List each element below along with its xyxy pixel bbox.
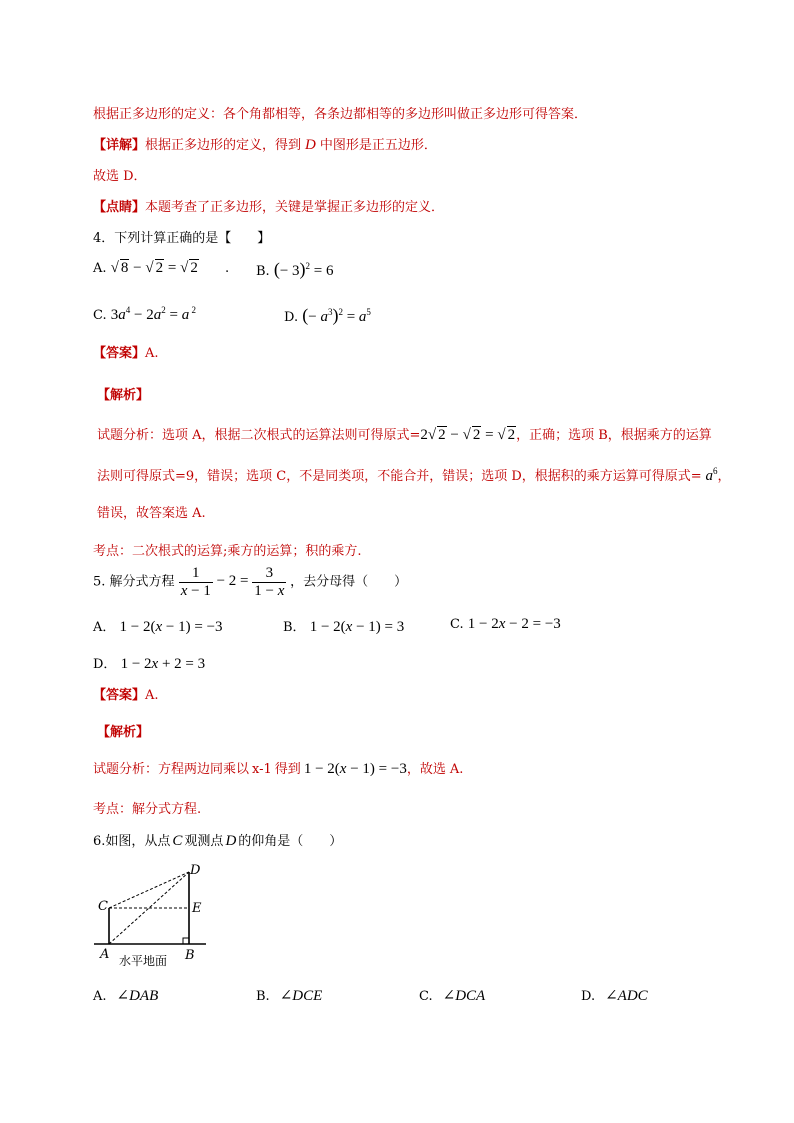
q3-comment: 【点睛】本题考查了正多边形，关键是掌握正多边形的定义． (93, 200, 445, 215)
q4-analysis-line2: 法则可得原式=9，错误；选项 C，不是同类项，不能合并，错误；选项 D，根据积的乘方运算可得原式= $a^6$， (97, 466, 731, 484)
q4-option-a-expr: √ 8 − √ 2 = √ 2 (110, 260, 198, 276)
q4-answer: 【答案】A. (93, 346, 159, 361)
q3-detail: 【详解】根据正多边形的定义，得到 D 中图形是正五边形． (93, 137, 437, 153)
q4-option-c-expr: $3a^4 - 2a^2 = a$ $^2$ (110, 305, 196, 323)
q4-option-a: A. √ 8 − √ 2 = √ 2 . (93, 260, 230, 276)
q5-equation: $\frac{1}{x - 1}$ − 2 = $\frac{3}{1 - x}$ (180, 565, 285, 599)
q5-stem: 5. 解分式方程 $\frac{1}{x - 1}$ − 2 = $\frac{3}{1 - x}$ ，去分母得（ ） (93, 565, 408, 599)
q4-option-b: B. (− 3)$^2$ = 6 (256, 259, 334, 279)
label-e: E (192, 901, 202, 916)
q6-option-b: B. ∠DCE (256, 988, 323, 1004)
q5-option-c: C. 1 − 2x − 2 = −3 (450, 616, 561, 632)
q5-option-d: D． 1 − 2x + 2 = 3 (93, 656, 206, 672)
elevation-angle-figure (88, 860, 218, 970)
segment-cd (109, 872, 189, 908)
q4-option-d: D. (− $a^3)^2 = a^5$ (284, 305, 371, 325)
q4-option-b-expr: (− 3)$^2$ = 6 (273, 259, 334, 279)
q6-option-a: A. ∠DAB (93, 988, 159, 1004)
intro-line: 根据正多边形的定义：各个角都相等，各条边都相等的多边形叫做正多边形可得答案． (93, 107, 588, 122)
right-angle-mark (183, 938, 189, 944)
q6-stem: 6.如图，从点 C 观测点 D 的仰角是（ ） (93, 833, 343, 849)
q4-analysis-line1: 试题分析：选项 A，根据二次根式的运算法则可得原式=2√ 2 − √ 2 = √ 2，正确；选项 B，根据乘方的运算 (97, 427, 712, 443)
q3-choice: 故选 D． (93, 169, 147, 184)
label-d: D (190, 863, 201, 878)
q5-answer: 【答案】A. (93, 688, 159, 703)
q6-option-d: D. ∠ADC (581, 988, 648, 1004)
q4-analysis-line3: 错误，故答案选 A. (97, 506, 206, 521)
q5-analysis-tag: 【解析】 (97, 725, 150, 740)
comment-tag: 【点睛】 (93, 200, 146, 215)
q4-analysis-tag: 【解析】 (97, 388, 150, 403)
label-c: C (98, 899, 108, 914)
q4-option-d-expr: (− $a^3)^2 = a^5$ (302, 305, 371, 325)
q5-option-a: A． 1 − 2(x − 1) = −3 (93, 619, 223, 635)
q4-stem: 4．下列计算正确的是【 】 (93, 231, 271, 246)
label-a: A (100, 947, 110, 962)
q6-option-c: C. ∠DCA (419, 988, 486, 1004)
q4-analysis-expr: 2√ 2 − √ 2 = √ 2 (420, 427, 516, 443)
q4-option-c: C. $3a^4 - 2a^2 = a$ $^2$ (93, 305, 196, 323)
label-b: B (185, 948, 195, 963)
q5-option-b: B． 1 − 2(x − 1) = 3 (283, 619, 405, 635)
q5-points: 考点：解分式方程. (93, 802, 202, 817)
ground-label: 水平地面 (119, 954, 168, 968)
q4-points: 考点：二次根式的运算;乘方的运算；积的乘方. (93, 544, 362, 559)
detail-tag: 【详解】 (93, 138, 146, 153)
q5-analysis: 试题分析：方程两边同乘以 x-1 得到 1 − 2(x − 1) = −3，故选 A. (93, 761, 464, 777)
